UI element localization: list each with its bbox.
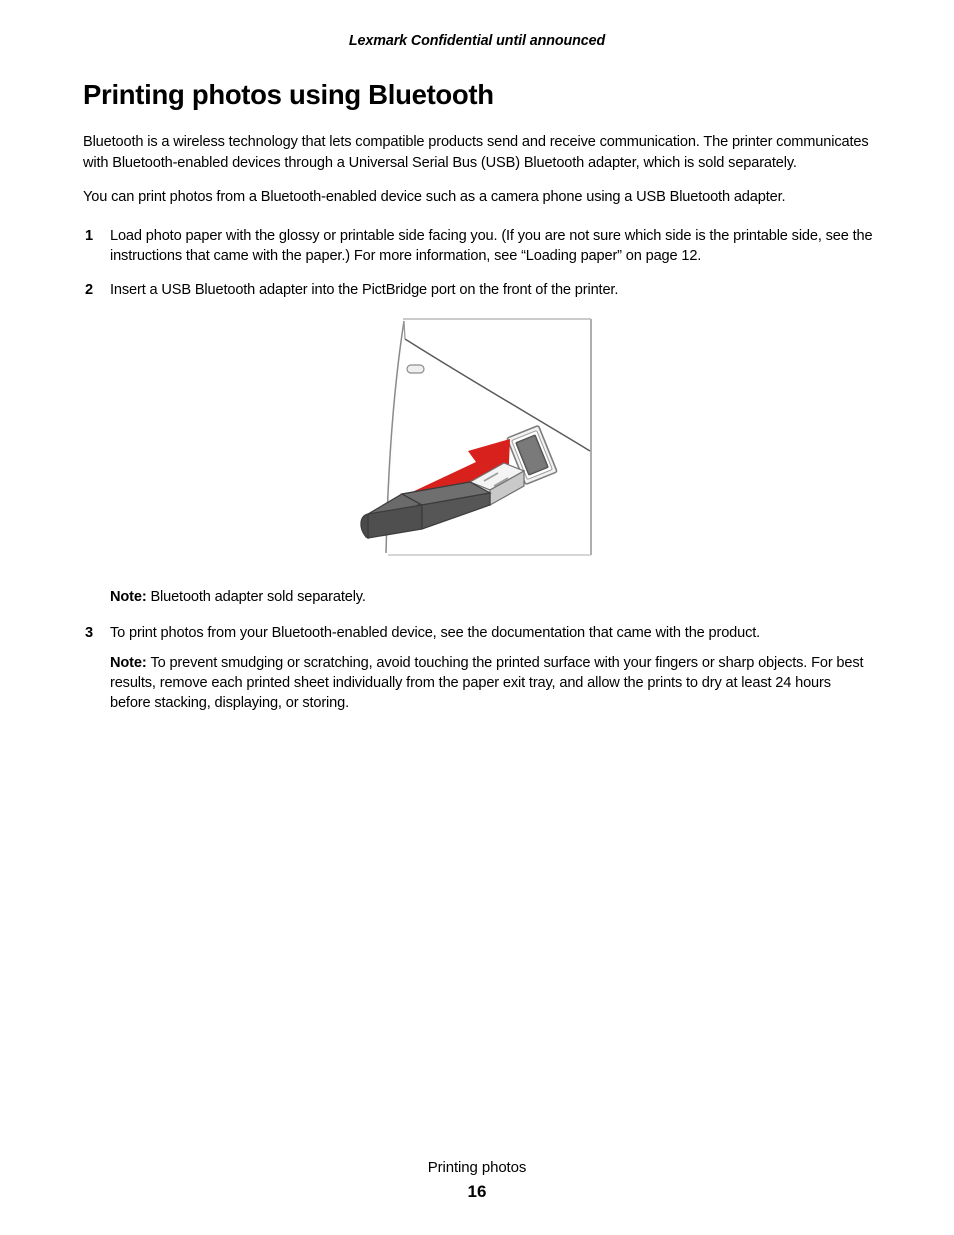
footer-page-number: 16 — [467, 1181, 487, 1201]
printer-indicator-slot — [407, 365, 424, 373]
step-number-1: 1 — [85, 227, 93, 244]
step-number-3: 3 — [85, 625, 93, 642]
figure-usb-bluetooth-adapter — [83, 315, 873, 563]
secondary-paragraph: You can print photos from a Bluetooth-enabled device such as a camera phone using a USB Bluetooth adapter. — [83, 189, 786, 206]
step-item-1 — [83, 226, 873, 267]
step-text-1: Load photo paper with the glossy or printable side facing you. (If you are not sure which side is the printable side, see the instructions that came with the paper.) For more information, see “Loading paper” on page 12. — [110, 227, 873, 264]
step-text-2: Insert a USB Bluetooth adapter into the PictBridge port on the front of the printer. — [110, 282, 619, 299]
page-footer — [0, 1158, 954, 1202]
step-number-2: 2 — [85, 282, 93, 299]
note-print-handling — [83, 653, 873, 714]
step-item-2 — [83, 280, 873, 300]
usb-bluetooth-adapter — [361, 463, 524, 538]
page-content — [83, 80, 873, 726]
step-item-3 — [83, 623, 873, 643]
printer-port-illustration — [358, 315, 598, 563]
intro-paragraph: Bluetooth is a wireless technology that lets compatible products send and receive communication. The printer communicates with Bluetooth-enabled devices through a Universal Serial Bus (USB) Bluetooth adapter, which is sold separately. — [83, 134, 869, 171]
step-text-3: To print photos from your Bluetooth-enabled device, see the documentation that came with the product. — [110, 625, 761, 642]
confidential-header: Lexmark Confidential until announced — [348, 33, 606, 49]
note-adapter-sold-separately — [83, 587, 873, 607]
note-text: To prevent smudging or scratching, avoid touching the printed surface with your fingers or sharp objects. For best results, remove each printed sheet individually from the paper exit tray, and allow the prints to dry at least 24 hours before stacking, displaying, or storing. — [110, 654, 864, 712]
note-text: Bluetooth adapter sold separately. — [150, 588, 366, 605]
note-label: Note: — [110, 654, 147, 671]
page-title: Printing photos using Bluetooth — [83, 79, 494, 110]
footer-chapter-name: Printing photos — [427, 1159, 527, 1177]
note-label: Note: — [110, 588, 147, 605]
